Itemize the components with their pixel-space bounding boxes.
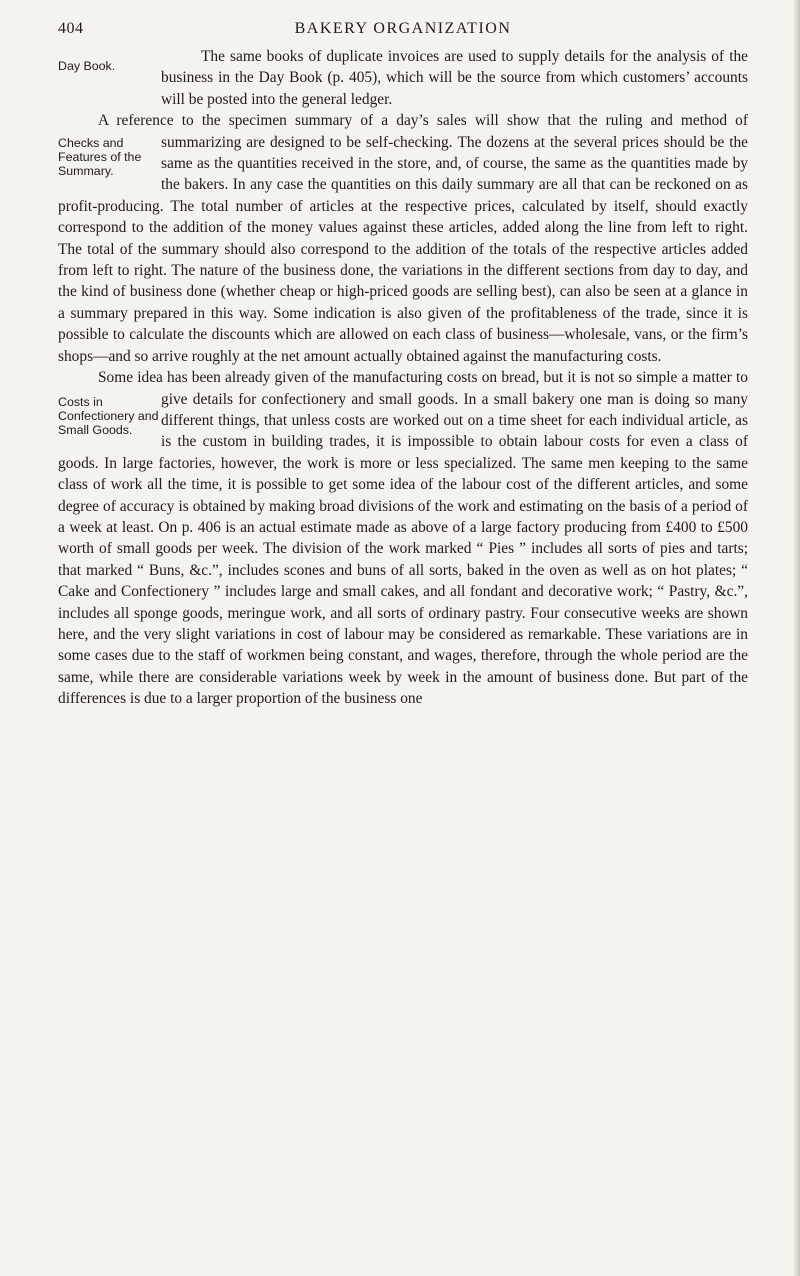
body-text — [58, 46, 748, 710]
page-number: 404 — [58, 20, 84, 37]
paragraph-text: The same books of duplicate invoices are used to supply details for the analysis of the business in the Day Book (p. 405), which will be the source from which customers’ accounts will be posted into the general ledger. — [161, 48, 748, 108]
page-header — [58, 16, 748, 42]
side-note-costs: Costs in Confectionery and Small Goods. — [58, 394, 159, 437]
paragraph-day-book — [58, 46, 748, 110]
running-title: BAKERY ORGANIZATION — [294, 20, 512, 37]
paragraph-text: goods. In a small bakery one man is doing so many different things, that unless costs are worked out on a time sheet for each individual article, as is the custom in building trades, it is impossible to obtain labour costs for even a class of goods. In large factories, however, the work is more or less specialized. The same men keeping to the same class of work all the time, it is possible to get some idea of the labour cost of the different articles, and some degree of accuracy is obtained by making broad divisions of the work and estimating on the basis of a period of a week at least. On p. 406 is an actual estimate made as above of a large factory producing from £400 to £500 worth of small goods per week. The division of the work marked “ Pies ” includes all sorts of pies and tarts; that marked “ Buns, &c.”, includes scones and buns of all sorts, baked in the oven as well as on hot plates; “ Cake and Confectionery ” includes large and small cakes, and all fondant and decorative work; “ Pastry, &c.”, includes all sponge goods, meringue work, and all sorts of ordinary pastry. Four consecutive weeks are shown here, and the very slight variations in cost of labour may be considered as remarkable. These variations are in some cases due to the staff of workmen being constant, and wages, therefore, through the whole period are the same, while there are considerable variations week by week in the amount of business done. But part of the differences is due to a larger proportion of the business one — [58, 390, 749, 708]
paragraph-text: A reference to the specimen summary of a day’s sales will show that the ruling and method of summarizing are designed to be self-checking. — [98, 112, 748, 151]
page-edge — [794, 0, 800, 1276]
paragraph-checks — [58, 110, 748, 367]
paragraph-text: The dozens at the several prices should be the same as the quantities received in the store, and, of course, the same as the quantities made by the bakers. In any case the quantities on this daily summary are all that can be reckoned on as profit-producing. The total number of articles at the respective prices, calculated by itself, should exactly correspond to the addition of the money values against these articles, added along the line from left to right. The total of the summary should also correspond to the addition of the totals of the respective articles added from left to right. The nature of the business done, the variations in the different sections from day to day, and the kind of business done (whether cheap or high-priced goods are selling best), can also be seen at a glance in a summary prepared in this way. Some indication is also given of the profitableness of the trade, since it is possible to calculate the discounts which are allowed on each class of business—wholesale, vans, or the firm’s shops—and so arrive roughly at the net amount actually obtained against the manufacturing costs. — [58, 133, 748, 365]
paragraph-text: Some idea has been already given of the manufacturing costs on bread, but it is not so simple a matter to give details for confectionery and small — [98, 369, 748, 408]
side-note-checks: Checks and Features of the Summary. — [58, 135, 142, 178]
paragraph-costs — [58, 367, 748, 710]
side-note-day-book: Day Book. — [58, 59, 116, 73]
